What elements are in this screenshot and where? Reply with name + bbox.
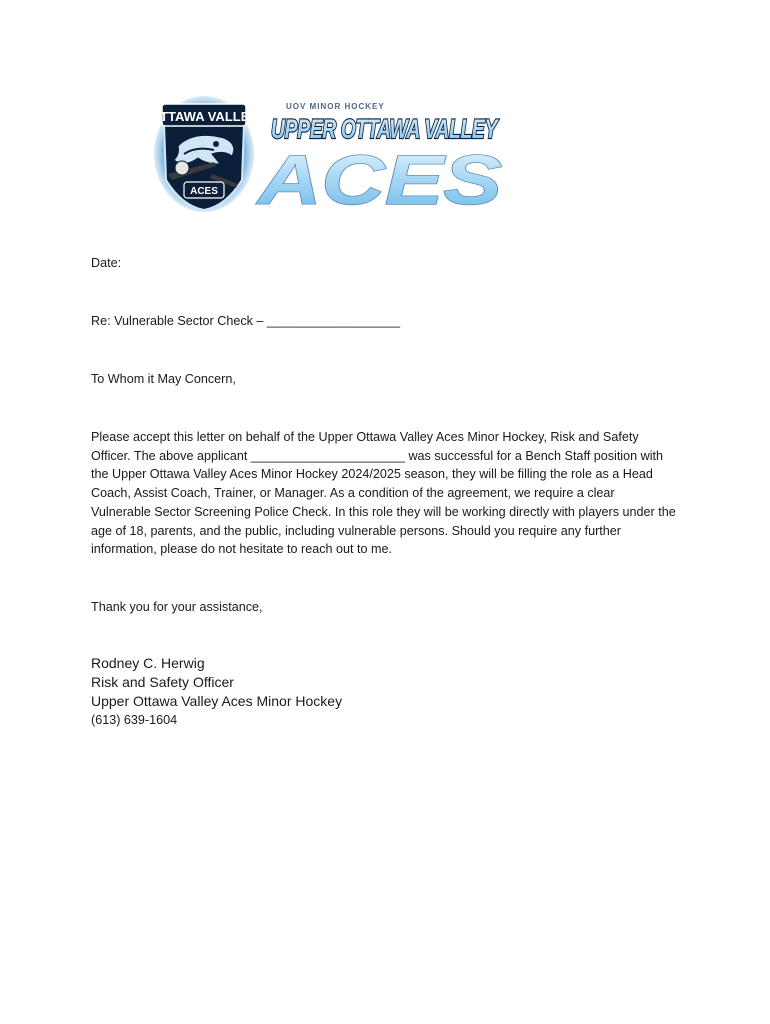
aces-logo <box>149 92 516 219</box>
badge-top-text: OTTAWA VALLEY <box>149 109 259 124</box>
wordmark-line1: UPPER OTTAWA VALLEY <box>271 114 500 144</box>
logo-tagline: UOV MINOR HOCKEY <box>286 102 385 111</box>
badge-logo <box>149 94 259 212</box>
signer-organization: Upper Ottawa Valley Aces Minor Hockey <box>91 693 343 709</box>
salutation: To Whom it May Concern, <box>91 372 236 386</box>
re-line: Re: Vulnerable Sector Check – ___________________ <box>91 314 401 328</box>
signature-block <box>91 654 342 730</box>
badge-bottom-text: ACES <box>190 186 218 197</box>
wordmark-line2: ACES <box>255 141 502 219</box>
signer-name: Rodney C. Herwig <box>91 655 205 671</box>
signer-title: Risk and Safety Officer <box>91 674 234 690</box>
closing: Thank you for your assistance, <box>91 600 263 614</box>
date-label: Date: <box>91 256 122 270</box>
signer-phone: (613) 639-1604 <box>91 713 178 727</box>
body-paragraph: Please accept this letter on behalf of the Upper Ottawa Valley Aces Minor Hockey, Risk and Safety Officer. The above applicant ______________________ was successful for a Bench Staff position with the Upper Ottawa Valley Aces Minor Hockey 2024/2025 season, they will be filling the role as a Head Coach, Assist Coach, Trainer, or Manager. As a condition of the agreement, we require a clear Vulnerable Sector Screening Police Check. In this role they will be working directly with players under the age of 18, parents, and the public, including vulnerable persons. Should you require any further information, please do not hesitate to reach out to me. <box>91 430 676 557</box>
wordmark <box>250 92 516 219</box>
